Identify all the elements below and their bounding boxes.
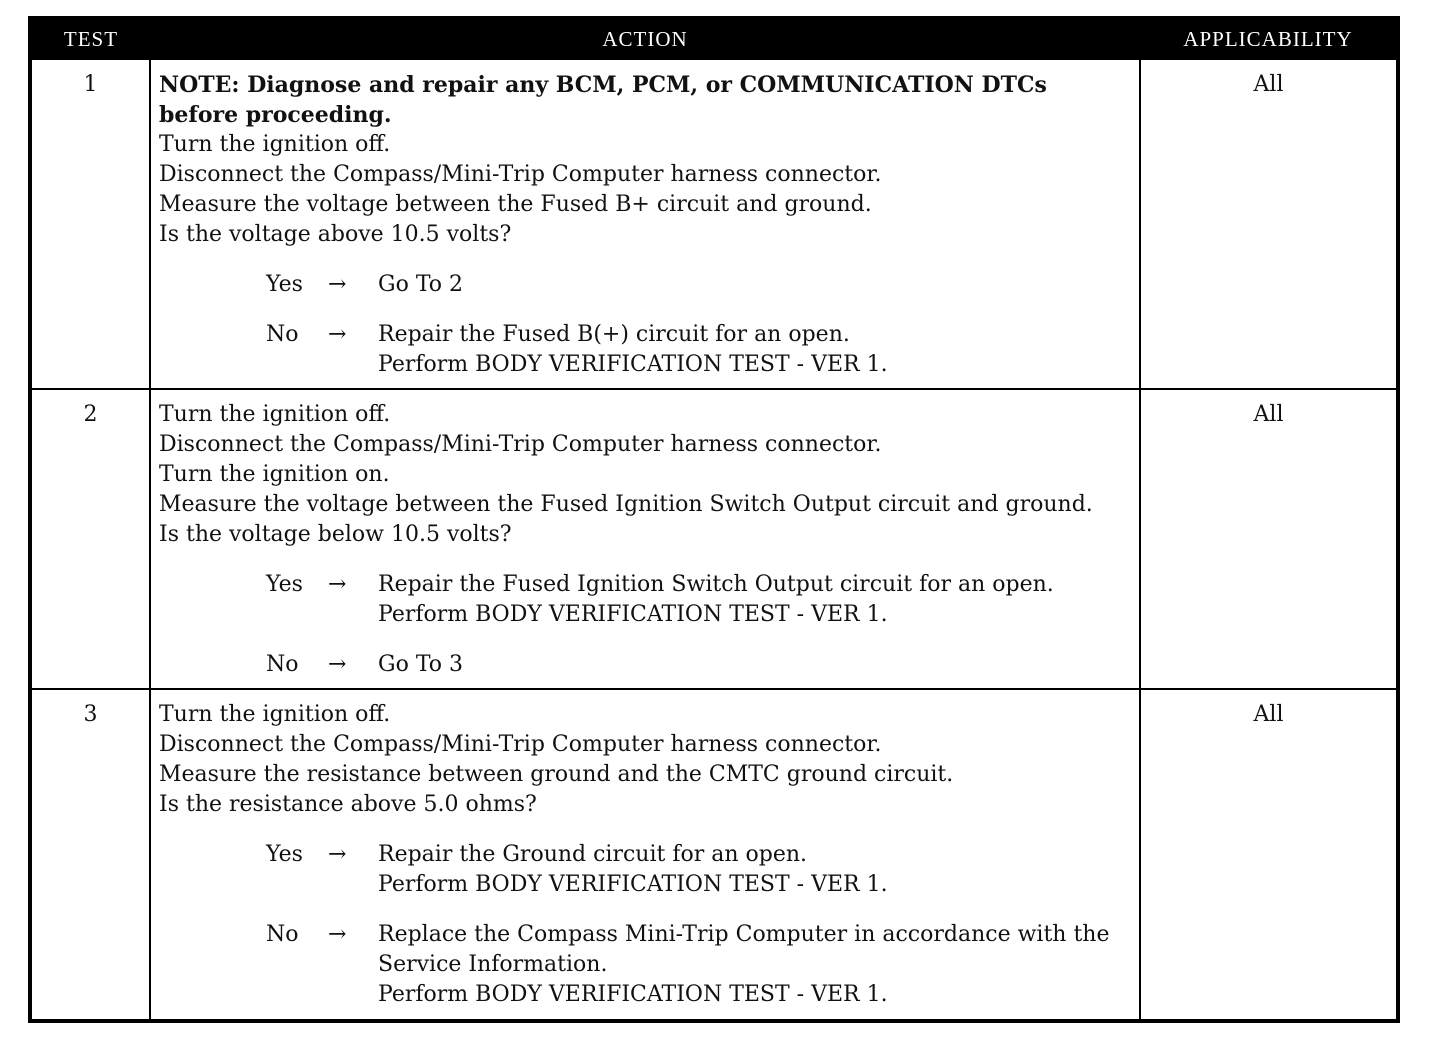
arrow-icon: →: [328, 652, 347, 677]
note-text: NOTE: Diagnose and repair any BCM, PCM, or COMMUNICATION DTCs before proceeding.: [159, 72, 1047, 128]
result-line: Repair the Ground circuit for an open.: [378, 842, 808, 867]
applicability-value: All: [1140, 59, 1398, 389]
diagnostic-test-table: [28, 16, 1400, 1023]
test-number: 2: [30, 389, 150, 689]
test-number: 1: [30, 59, 150, 389]
result-body: [378, 320, 1131, 380]
result-body: [378, 650, 1131, 680]
result-line: Perform BODY VERIFICATION TEST - VER 1.: [378, 872, 888, 897]
yes-result: [266, 570, 1131, 630]
applicability-value: All: [1140, 389, 1398, 689]
table-row: [30, 389, 1398, 689]
table-header-row: [30, 18, 1398, 59]
applicability-value: All: [1140, 689, 1398, 1021]
step-text: Measure the voltage between the Fused B+ circuit and ground.: [159, 192, 872, 217]
arrow-icon: →: [328, 842, 347, 867]
step-text: Turn the ignition on.: [159, 462, 390, 487]
arrow-icon: →: [328, 922, 347, 947]
action-cell: [150, 689, 1140, 1021]
yes-result: [266, 840, 1131, 900]
arrow-icon: →: [328, 572, 347, 597]
no-label: No: [266, 652, 299, 677]
result-body: [378, 270, 1131, 300]
step-text: Disconnect the Compass/Mini-Trip Computer harness connector.: [159, 432, 882, 457]
no-result: [266, 920, 1131, 1010]
step-text: Disconnect the Compass/Mini-Trip Computer harness connector.: [159, 162, 882, 187]
action-cell: [150, 389, 1140, 689]
header-test: TEST: [30, 18, 150, 59]
test-number: 3: [30, 689, 150, 1021]
arrow-icon: →: [328, 272, 347, 297]
result-body: [378, 570, 1131, 630]
yes-result: [266, 270, 1131, 300]
result-line: Perform BODY VERIFICATION TEST - VER 1.: [378, 352, 888, 377]
step-text: Disconnect the Compass/Mini-Trip Computer harness connector.: [159, 732, 882, 757]
no-result: [266, 650, 1131, 680]
result-line: Perform BODY VERIFICATION TEST - VER 1.: [378, 602, 888, 627]
question-text: Is the resistance above 5.0 ohms?: [159, 792, 537, 817]
header-action: ACTION: [150, 18, 1140, 59]
yes-label: Yes: [266, 842, 303, 867]
table-row: [30, 689, 1398, 1021]
action-cell: [150, 59, 1140, 389]
no-label: No: [266, 922, 299, 947]
table-row: [30, 59, 1398, 389]
result-body: [378, 840, 1131, 900]
no-label: No: [266, 322, 299, 347]
yes-label: Yes: [266, 272, 303, 297]
yes-label: Yes: [266, 572, 303, 597]
question-text: Is the voltage below 10.5 volts?: [159, 522, 512, 547]
result-line: Service Information.: [378, 952, 608, 977]
result-line: Repair the Fused B(+) circuit for an open.: [378, 322, 850, 347]
result-line: Perform BODY VERIFICATION TEST - VER 1.: [378, 982, 888, 1007]
no-result: [266, 320, 1131, 380]
arrow-icon: →: [328, 322, 347, 347]
step-text: Turn the ignition off.: [159, 402, 391, 427]
result-line: Repair the Fused Ignition Switch Output circuit for an open.: [378, 572, 1054, 597]
step-text: Turn the ignition off.: [159, 132, 391, 157]
header-applicability: APPLICABILITY: [1140, 18, 1398, 59]
result-line: Replace the Compass Mini-Trip Computer in accordance with the: [378, 922, 1110, 947]
result-line: Go To 2: [378, 272, 464, 297]
result-body: [378, 920, 1131, 1010]
step-text: Turn the ignition off.: [159, 702, 391, 727]
result-line: Go To 3: [378, 652, 464, 677]
step-text: Measure the voltage between the Fused Ignition Switch Output circuit and ground.: [159, 492, 1093, 517]
question-text: Is the voltage above 10.5 volts?: [159, 222, 512, 247]
step-text: Measure the resistance between ground and the CMTC ground circuit.: [159, 762, 954, 787]
